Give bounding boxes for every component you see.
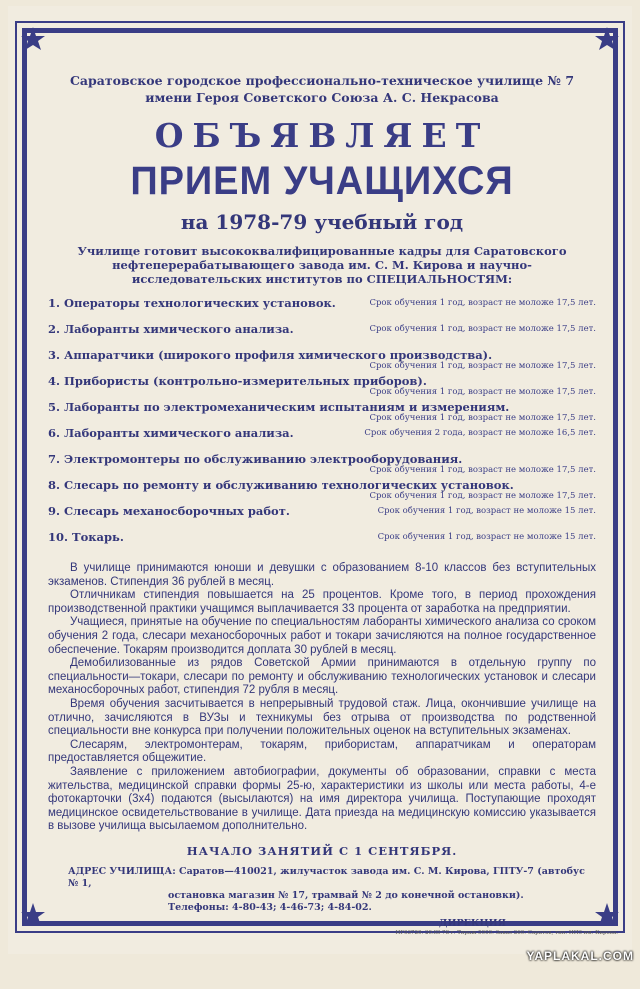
- school-name-line: Саратовское городское профессионально-техническое училище № 7: [69, 73, 575, 88]
- specialty-terms: Срок обучения 2 года, возраст не моложе 16,5 лет.: [364, 428, 596, 438]
- specialty-item: [48, 322, 596, 348]
- academic-year: на 1978-79 учебный год: [180, 210, 464, 234]
- specialty-item: [48, 348, 596, 374]
- star-icon: [20, 26, 46, 52]
- specialty-name: 6. Лаборанты химического анализа.: [48, 426, 294, 440]
- specialty-name: 1. Операторы технологических установок.: [48, 296, 336, 310]
- paragraph: Заявление с приложением автобиографии, документы об образовании, справки с места жительства, медицинской справки формы 25-ю, характеристики из школы или места работы, 4-е фотокарточки (3х4) подаются (высылаются) на имя директора училища. Поступающие проходят медицинское освидетельствование в училище. Дата приезда на медицинскую комиссию указывается в вызове училища высылаемом дополнительно.: [48, 765, 596, 833]
- specialty-terms: Срок обучения 1 год, возраст не моложе 17,5 лет.: [369, 298, 596, 308]
- specialty-item: [48, 452, 596, 478]
- specialty-item: [48, 426, 596, 452]
- specialty-terms: Срок обучения 1 год, возраст не моложе 17,5 лет.: [369, 413, 596, 423]
- specialty-terms: Срок обучения 1 год, возраст не моложе 17,5 лет.: [369, 465, 596, 475]
- specialty-item: [48, 504, 596, 530]
- specialty-name: 3. Аппаратчики (широкого профиля химического производства).: [48, 348, 493, 362]
- paragraph: В училище принимаются юноши и девушки с образованием 8-10 классов без вступительных экзаменов. Стипендия 36 рублей в месяц.: [48, 562, 596, 588]
- specialty-name: 9. Слесарь механосборочных работ.: [48, 504, 290, 518]
- star-icon: [594, 26, 620, 52]
- specialty-terms: Срок обучения 1 год, возраст не моложе 17,5 лет.: [369, 324, 596, 334]
- specialty-name: 10. Токарь.: [48, 530, 124, 544]
- paragraph: Слесарям, электромонтерам, токарям, прибористам, аппаратчикам и операторам предоставляется общежитие.: [48, 738, 596, 765]
- specialty-name: 7. Электромонтеры по обслуживанию электрооборудования.: [48, 452, 463, 466]
- specialty-item: [48, 374, 596, 400]
- star-icon: [20, 902, 46, 928]
- specialty-item: [48, 478, 596, 504]
- school-name-line: имени Героя Советского Союза А. С. Некрасова: [145, 90, 499, 105]
- poster-content: [48, 72, 596, 929]
- specialty-name: 2. Лаборанты химического анализа.: [48, 322, 294, 336]
- specialty-item: [48, 400, 596, 426]
- specialty-item: [48, 530, 596, 556]
- paragraph: Время обучения засчитывается в непрерывный трудовой стаж. Лица, окончившие училище на отлично, зачисляются в ВУЗы и техникумы без отрыва от производства по родственной специальности вне конкурса при получении положительных оценок на вступительных экзаменах.: [48, 697, 596, 738]
- specialty-terms: Срок обучения 1 год, возраст не моложе 15 лет.: [377, 532, 596, 542]
- specialty-name: 5. Лаборанты по электромеханическим испытаниям и измерениям.: [48, 400, 510, 414]
- specialty-terms: Срок обучения 1 год, возраст не моложе 17,5 лет.: [369, 361, 596, 371]
- specialty-name: 8. Слесарь по ремонту и обслуживанию технологических установок.: [48, 478, 514, 492]
- paragraph: Учащиеся, принятые на обучение по специальностям лаборанты химического анализа со сроком обучения 2 года, слесари механосборочных работ и токари зачисляются на полное государственное обеспечение. Токарям производится доплата 30 рублей в месяц.: [48, 616, 596, 656]
- admission-title: ПРИЕМ УЧАЩИХСЯ: [130, 159, 514, 203]
- conditions-text: [48, 562, 596, 834]
- school-name: [48, 72, 596, 106]
- star-icon: [594, 902, 620, 928]
- paragraph: Демобилизованные из рядов Советской Армии принимаются в отдельную группу по специальности—токари, слесари по ремонту и обслуживанию технологических установок и слесари механосборочных работ, стипендия 72 рубля в месяц.: [48, 657, 596, 697]
- classes-start: НАЧАЛО ЗАНЯТИЙ С 1 СЕНТЯБРЯ.: [186, 843, 458, 858]
- address-line: Саратов—410021, жилучасток завода им. С. М. Кирова, ГПТУ-7 (автобус № 1,: [68, 865, 585, 889]
- specialty-list: [48, 296, 596, 556]
- school-address: [48, 866, 596, 914]
- specialty-terms: Срок обучения 1 год, возраст не моложе 15 лет.: [377, 506, 596, 516]
- specialty-terms: Срок обучения 1 год, возраст не моложе 17,5 лет.: [369, 491, 596, 501]
- specialty-item: [48, 296, 596, 322]
- address-line: остановка магазин № 17, трамвай № 2 до конечной остановки).: [168, 889, 524, 901]
- watermark: YAPLAKAL.COM: [526, 949, 634, 963]
- specialty-name: 4. Прибористы (контрольно-измерительных приборов).: [48, 374, 427, 388]
- signature: ДИРЕКЦИЯ: [439, 917, 506, 929]
- printing-info: НГ03720. 20.III-78 г. Тираж 5000. Заказ 260. Саратов, тип. НПЗ им. Кирова.: [395, 930, 618, 936]
- phone-numbers: Телефоны: 4-80-43; 4-46-73; 4-84-02.: [168, 901, 372, 913]
- specialty-terms: Срок обучения 1 год, возраст не моложе 17,5 лет.: [369, 387, 596, 397]
- intro-text: Училище готовит высококвалифицированные кадры для Саратовского нефтеперерабатывающего завода им. С. М. Кирова и научно-исследовательских институтов по СПЕЦИАЛЬНОСТЯМ:: [77, 244, 567, 286]
- paragraph: Отличникам стипендия повышается на 25 процентов. Кроме того, в период прохождения производственной практики учащимся выплачивается 33 процента от заработка на предприятии.: [48, 589, 596, 615]
- announce-heading: ОБЪЯВЛЯЕТ: [154, 116, 490, 155]
- address-label: АДРЕС УЧИЛИЩА:: [68, 865, 176, 877]
